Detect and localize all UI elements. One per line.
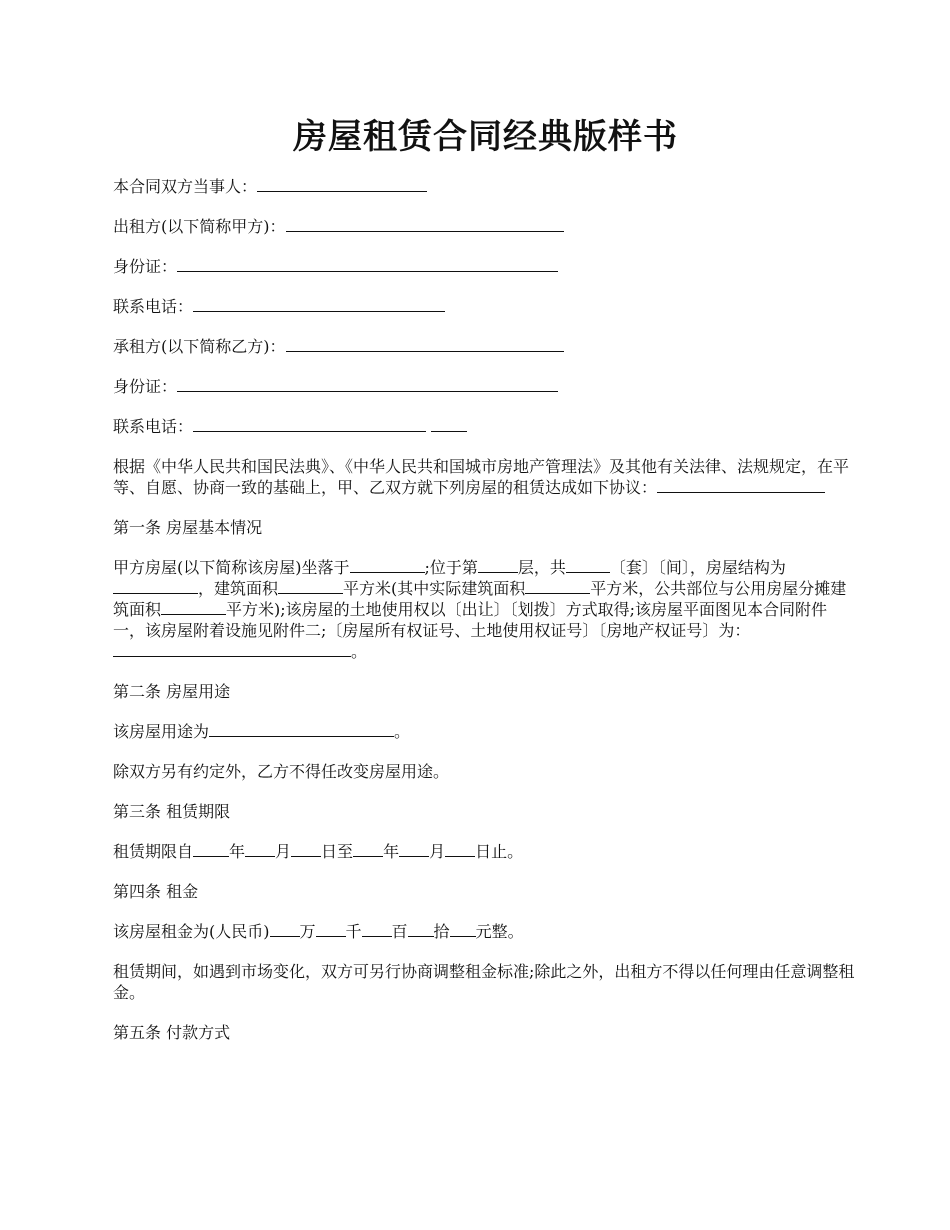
start-day-blank bbox=[291, 841, 321, 857]
lessor-id-line bbox=[113, 256, 858, 277]
lessee-id-line bbox=[113, 376, 858, 397]
preamble-blank bbox=[657, 477, 825, 493]
lessor-id-blank bbox=[177, 256, 558, 272]
floor-blank bbox=[478, 557, 518, 573]
article1-text-8: 平方米);该房屋的土地使用权以〔出让〕〔划拨〕方式取得;该房屋平面图见本合同附件一，该房屋附着设施见附件二;〔房屋所有权证号、土地使用权证号〕〔房地产权证号〕为： bbox=[113, 600, 828, 640]
article4-rent bbox=[113, 921, 858, 942]
rent-qian-blank bbox=[316, 921, 346, 937]
lessor-id-label: 身份证： bbox=[113, 257, 178, 276]
end-month-blank bbox=[399, 841, 429, 857]
rent-yuan-blank bbox=[450, 921, 476, 937]
lessor-phone-blank bbox=[193, 296, 445, 312]
total-blank bbox=[566, 557, 610, 573]
lessee-label: 承租方(以下简称乙方)： bbox=[113, 337, 286, 356]
use-label: 该房屋用途为 bbox=[113, 722, 210, 741]
term-text-5: 年 bbox=[383, 842, 400, 861]
lessee-phone-line bbox=[113, 416, 858, 437]
article1-heading: 第一条 房屋基本情况 bbox=[113, 518, 263, 537]
article1-text-4: 〔套〕〔间〕，房屋结构为 bbox=[609, 558, 786, 577]
term-text-2: 年 bbox=[229, 842, 246, 861]
article1-text-5: ，建筑面积 bbox=[198, 579, 279, 598]
term-text-6: 月 bbox=[429, 842, 446, 861]
article1-text-3: 层，共 bbox=[517, 558, 566, 577]
use-suffix: 。 bbox=[394, 722, 411, 741]
article5-heading: 第五条 付款方式 bbox=[113, 1023, 231, 1042]
lessee-phone-label: 联系电话： bbox=[113, 417, 194, 436]
article2-heading: 第二条 房屋用途 bbox=[113, 682, 231, 701]
parties-blank bbox=[257, 176, 427, 192]
rent-text-5: 拾 bbox=[433, 922, 450, 941]
lessee-id-label: 身份证： bbox=[113, 377, 178, 396]
lessor-label: 出租方(以下简称甲方)： bbox=[113, 217, 286, 236]
article4-heading: 第四条 租金 bbox=[113, 882, 199, 901]
lessor-line bbox=[113, 216, 858, 237]
location-blank bbox=[350, 557, 425, 573]
rent-text-6: 元整。 bbox=[475, 922, 524, 941]
end-year-blank bbox=[353, 841, 383, 857]
term-text-1: 租赁期限自 bbox=[113, 842, 194, 861]
structure-blank bbox=[113, 578, 198, 594]
article3-heading: 第三条 租赁期限 bbox=[113, 802, 231, 821]
article1-text-7: 平方米，公共部位与公用房屋分摊建筑面积 bbox=[113, 579, 847, 619]
article4-adjust: 租赁期间，如遇到市场变化，双方可另行协商调整租金标准;除此之外，出租方不得以任何理由任意调整租金。 bbox=[113, 962, 855, 1002]
end-day-blank bbox=[445, 841, 475, 857]
article1-text-1: 甲方房屋(以下简称该房屋)坐落于 bbox=[113, 558, 350, 577]
lessee-line bbox=[113, 336, 858, 357]
rent-text-1: 该房屋租金为(人民币) bbox=[113, 922, 270, 941]
rent-text-2: 万 bbox=[299, 922, 316, 941]
article2-restriction: 除双方另有约定外，乙方不得任改变房屋用途。 bbox=[113, 762, 450, 781]
certificate-blank bbox=[113, 641, 351, 657]
preamble bbox=[113, 456, 858, 498]
article3-body bbox=[113, 841, 858, 862]
article2-use bbox=[113, 721, 858, 742]
rent-bai-blank bbox=[362, 921, 392, 937]
article1-text-2: ;位于第 bbox=[424, 558, 478, 577]
preamble-text: 根据《中华人民共和国民法典》、《中华人民共和国城市房地产管理法》及其他有关法律、法规规定，在平等、自愿、协商一致的基础上，甲、乙双方就下列房屋的租赁达成如下协议： bbox=[113, 457, 850, 497]
rent-shi-blank bbox=[408, 921, 434, 937]
area-blank bbox=[278, 578, 343, 594]
article1-body bbox=[113, 557, 858, 662]
term-text-3: 月 bbox=[275, 842, 292, 861]
article1-text-6: 平方米(其中实际建筑面积 bbox=[343, 579, 526, 598]
lessee-blank bbox=[286, 336, 564, 352]
document-body bbox=[113, 116, 858, 1062]
lessor-blank bbox=[286, 216, 564, 232]
lessee-phone-blank bbox=[193, 416, 426, 432]
actual-area-blank bbox=[525, 578, 590, 594]
parties-label: 本合同双方当事人： bbox=[113, 177, 258, 196]
term-text-7: 日止。 bbox=[475, 842, 524, 861]
start-year-blank bbox=[193, 841, 229, 857]
use-blank bbox=[209, 721, 394, 737]
article1-text-9: 。 bbox=[351, 642, 368, 661]
term-text-4: 日至 bbox=[321, 842, 354, 861]
shared-area-blank bbox=[161, 599, 226, 615]
rent-text-4: 百 bbox=[391, 922, 408, 941]
document-title: 房屋租赁合同经典版样书 bbox=[293, 117, 678, 157]
lessee-id-blank bbox=[177, 376, 558, 392]
start-month-blank bbox=[245, 841, 275, 857]
parties-line bbox=[113, 176, 858, 197]
lessor-phone-line bbox=[113, 296, 858, 317]
lessor-phone-label: 联系电话： bbox=[113, 297, 194, 316]
lessee-phone-blank-2 bbox=[431, 416, 467, 432]
rent-wan-blank bbox=[270, 921, 300, 937]
rent-text-3: 千 bbox=[345, 922, 362, 941]
